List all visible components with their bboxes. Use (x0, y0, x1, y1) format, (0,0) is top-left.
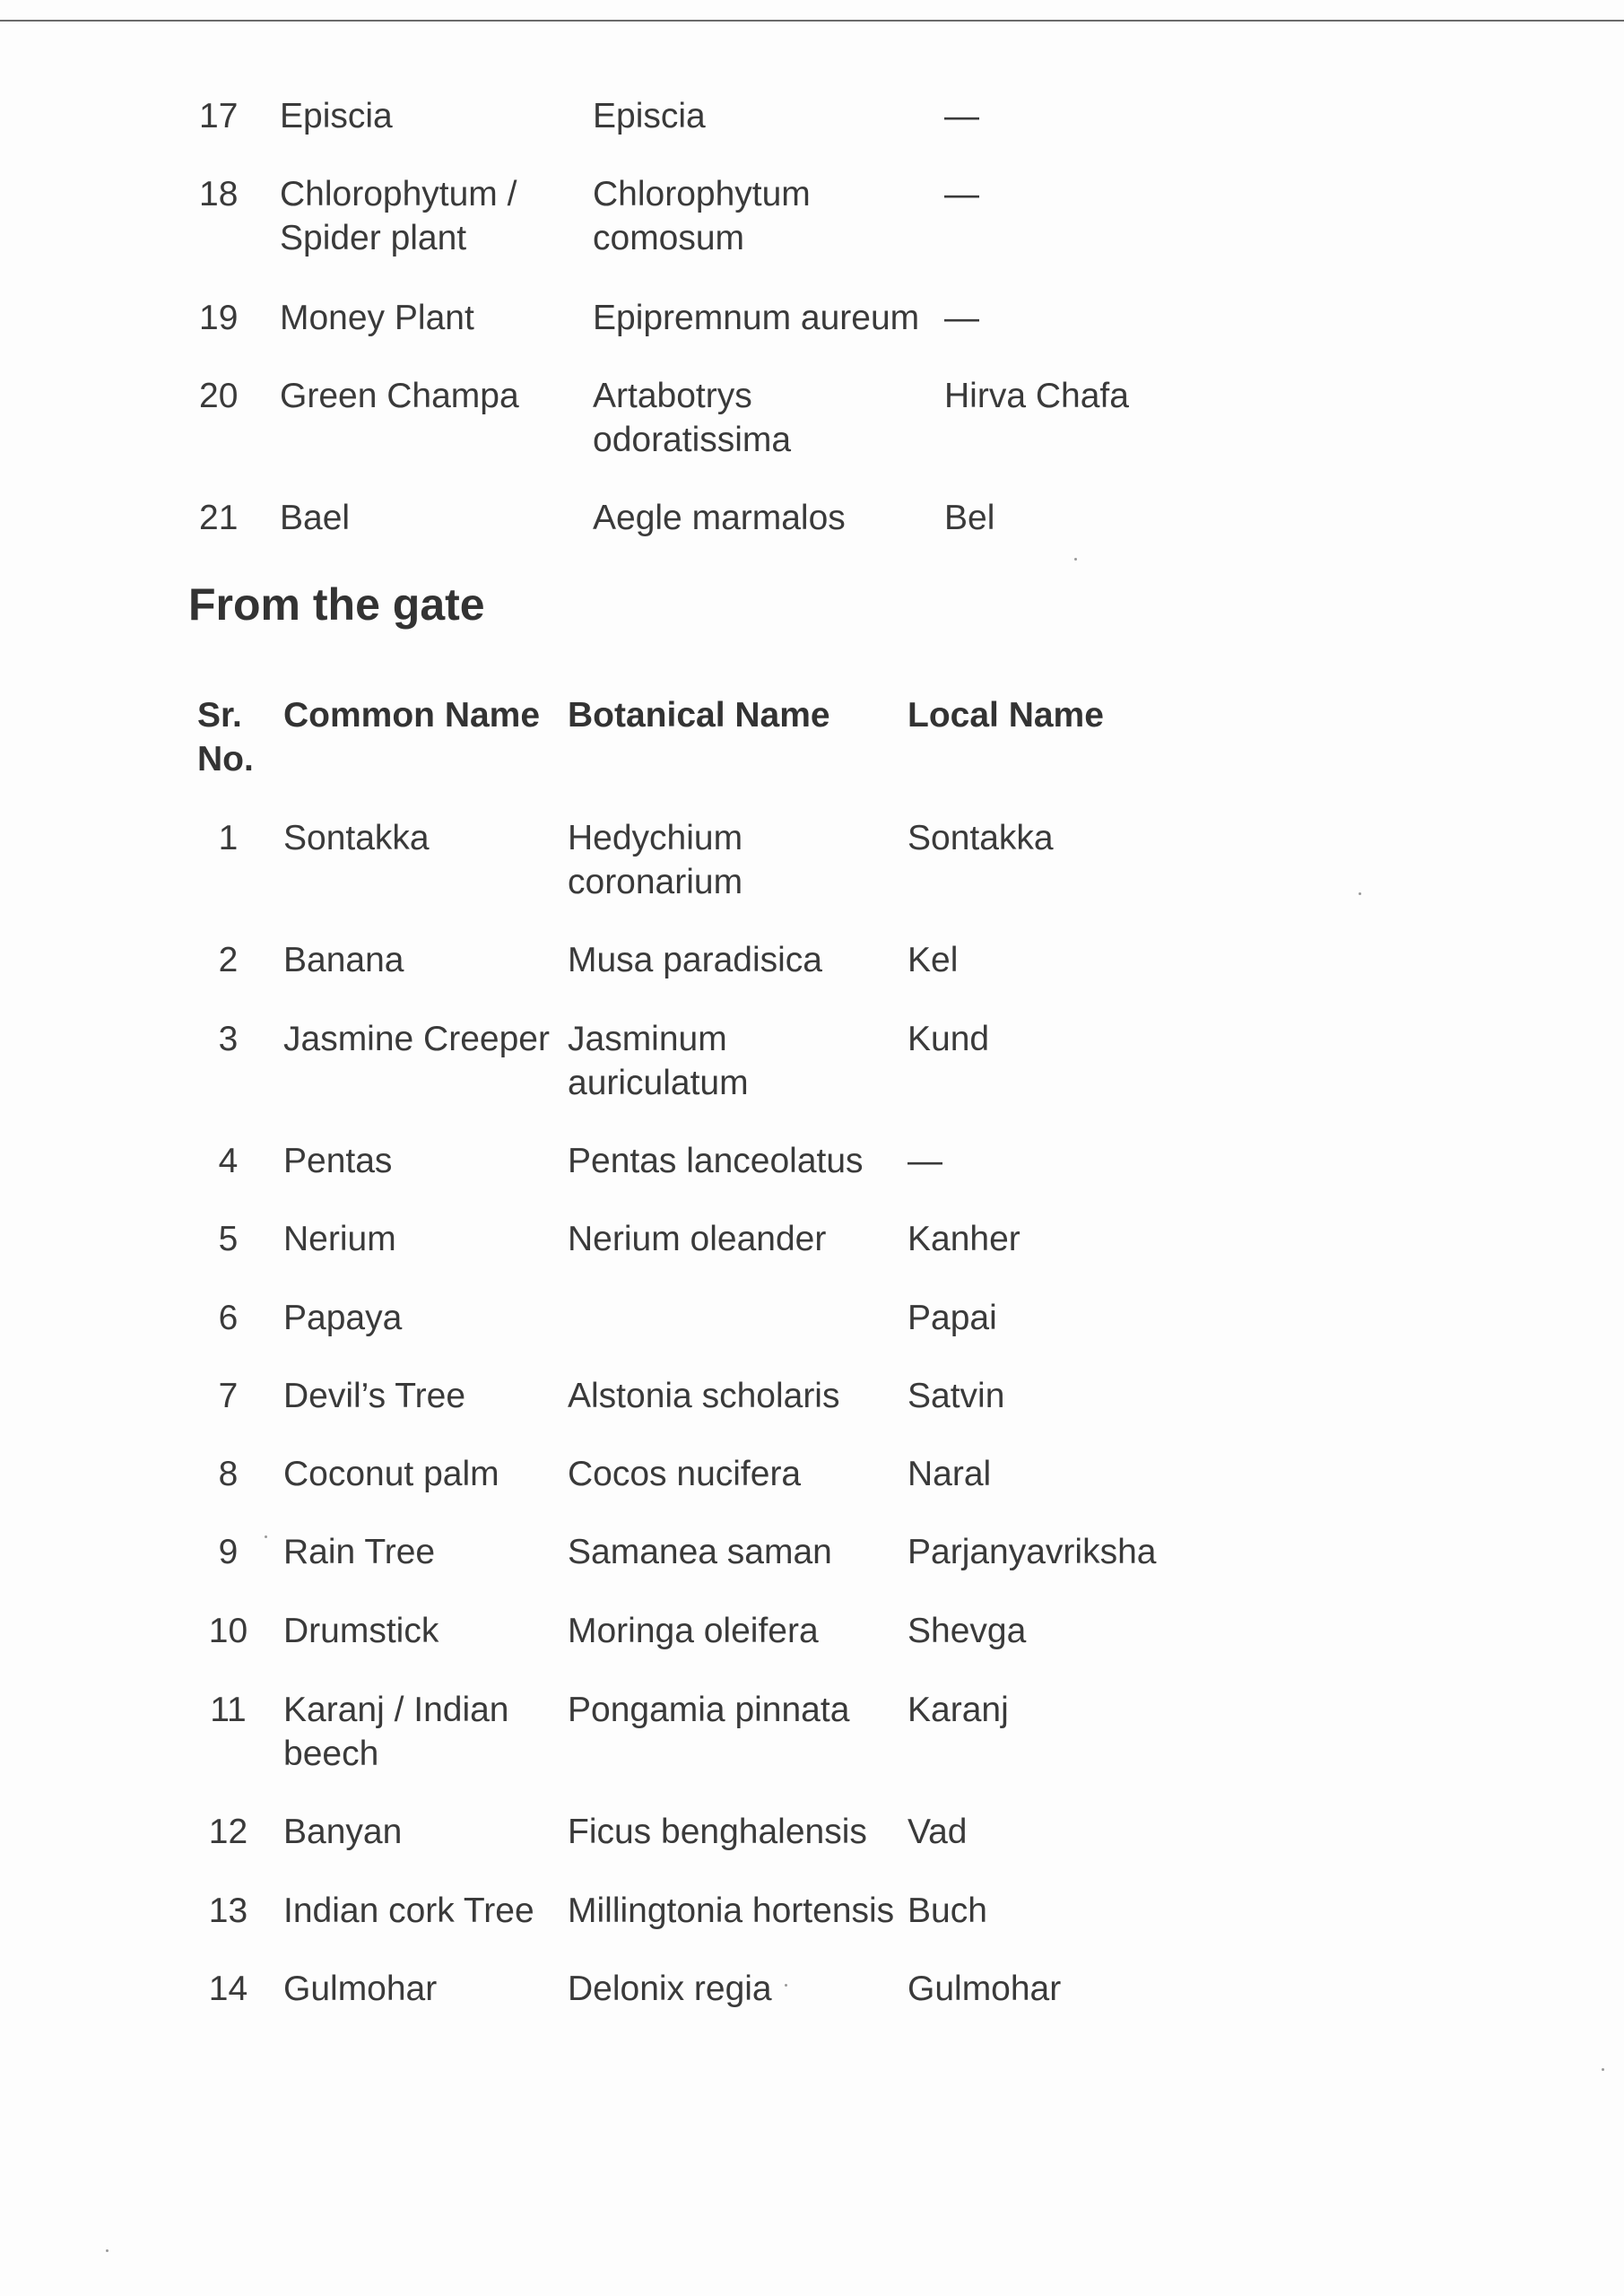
common-name: Devil’s Tree (283, 1377, 466, 1415)
common-name: Money Plant (280, 299, 474, 337)
common-name: Jasmine Creeper (283, 1020, 550, 1058)
local-name: Karanj (908, 1691, 1009, 1729)
botanical-name-line-2: comosum (593, 219, 745, 257)
scan-speck (1602, 2068, 1604, 2071)
local-name: Gulmohar (908, 1970, 1062, 2008)
header-sr-line-1: Sr. (197, 696, 242, 735)
botanical-name: Epipremnum aureum (593, 299, 920, 337)
local-name: — (944, 299, 979, 337)
header-local-name: Local Name (908, 696, 1104, 735)
local-name: Papai (908, 1299, 997, 1337)
botanical-name-line-1: Artabotrys (593, 377, 752, 415)
sr-no: 19 (199, 299, 239, 337)
sr-no: 3 (218, 1020, 239, 1058)
common-name: Nerium (283, 1220, 396, 1258)
local-name: Kel (908, 941, 959, 979)
common-name: Rain Tree (283, 1533, 436, 1571)
local-name: Shevga (908, 1612, 1027, 1650)
botanical-name-line-1: Hedychium (568, 819, 743, 857)
sr-no: 1 (218, 819, 239, 857)
botanical-name: Ficus benghalensis (568, 1813, 867, 1851)
common-name: Banyan (283, 1813, 403, 1851)
scan-top-edge-line (0, 20, 1624, 22)
sr-no: 2 (218, 941, 239, 979)
local-name: Bel (944, 499, 995, 537)
botanical-name: Pentas lanceolatus (568, 1142, 864, 1180)
sr-no: 7 (218, 1377, 239, 1415)
local-name: Kund (908, 1020, 990, 1058)
section-heading: From the gate (188, 579, 485, 630)
common-name: Indian cork Tree (283, 1892, 534, 1930)
local-name: Kanher (908, 1220, 1020, 1258)
local-name: Naral (908, 1455, 992, 1493)
local-name: Hirva Chafa (944, 377, 1129, 415)
botanical-name: Episcia (593, 97, 706, 135)
local-name: Buch (908, 1892, 987, 1930)
sr-no: 5 (218, 1220, 239, 1258)
common-name-line-2: Spider plant (280, 219, 467, 257)
sr-no: 6 (218, 1299, 239, 1337)
sr-no: 21 (199, 499, 239, 537)
common-name: Papaya (283, 1299, 403, 1337)
botanical-name: Nerium oleander (568, 1220, 827, 1258)
sr-no: 20 (199, 377, 239, 415)
botanical-name-line-2: coronarium (568, 863, 743, 901)
botanical-name-line-2: odoratissima (593, 421, 792, 459)
scan-speck (106, 2249, 109, 2252)
common-name-line-2: beech (283, 1735, 379, 1773)
local-name: Satvin (908, 1377, 1005, 1415)
botanical-name-line-2: auriculatum (568, 1064, 749, 1102)
header-common-name: Common Name (283, 696, 541, 735)
common-name: Coconut palm (283, 1455, 499, 1493)
botanical-name: Musa paradisica (568, 941, 822, 979)
common-name: Drumstick (283, 1612, 439, 1650)
botanical-name: Cocos nucifera (568, 1455, 802, 1493)
common-name: Sontakka (283, 819, 430, 857)
sr-no: 10 (208, 1612, 248, 1650)
scan-speck (1074, 558, 1077, 561)
sr-no: 13 (208, 1892, 248, 1930)
common-name: Bael (280, 499, 351, 537)
scan-speck (785, 1984, 787, 1987)
common-name: Pentas (283, 1142, 393, 1180)
sr-no: 11 (210, 1691, 247, 1729)
local-name: — (944, 175, 979, 213)
botanical-name: Moringa oleifera (568, 1612, 819, 1650)
sr-no: 12 (208, 1813, 248, 1851)
scan-speck (1359, 892, 1361, 895)
common-name-line-1: Chlorophytum / (280, 175, 517, 213)
botanical-name: Millingtonia hortensis (568, 1892, 895, 1930)
botanical-name-line-1: Jasminum (568, 1020, 727, 1058)
common-name: Banana (283, 941, 404, 979)
local-name: — (908, 1142, 942, 1180)
header-botanical-name: Botanical Name (568, 696, 830, 735)
botanical-name: Aegle marmalos (593, 499, 846, 537)
sr-no: 4 (218, 1142, 239, 1180)
local-name: Sontakka (908, 819, 1054, 857)
sr-no: 14 (208, 1970, 248, 2008)
botanical-name: Pongamia pinnata (568, 1691, 850, 1729)
common-name: Gulmohar (283, 1970, 438, 2008)
common-name: Green Champa (280, 377, 519, 415)
sr-no: 17 (199, 97, 239, 135)
local-name: Parjanyavriksha (908, 1533, 1157, 1571)
botanical-name: Delonix regia (568, 1970, 772, 2008)
botanical-name: Alstonia scholaris (568, 1377, 840, 1415)
common-name-line-1: Karanj / Indian (283, 1691, 509, 1729)
scan-speck (265, 1535, 267, 1538)
sr-no: 8 (218, 1455, 239, 1493)
sr-no: 9 (218, 1533, 239, 1571)
local-name: Vad (908, 1813, 968, 1851)
local-name: — (944, 97, 979, 135)
sr-no: 18 (199, 175, 239, 213)
botanical-name-line-1: Chlorophytum (593, 175, 811, 213)
header-sr-line-2: No. (197, 740, 254, 778)
botanical-name: Samanea saman (568, 1533, 832, 1571)
common-name: Episcia (280, 97, 393, 135)
